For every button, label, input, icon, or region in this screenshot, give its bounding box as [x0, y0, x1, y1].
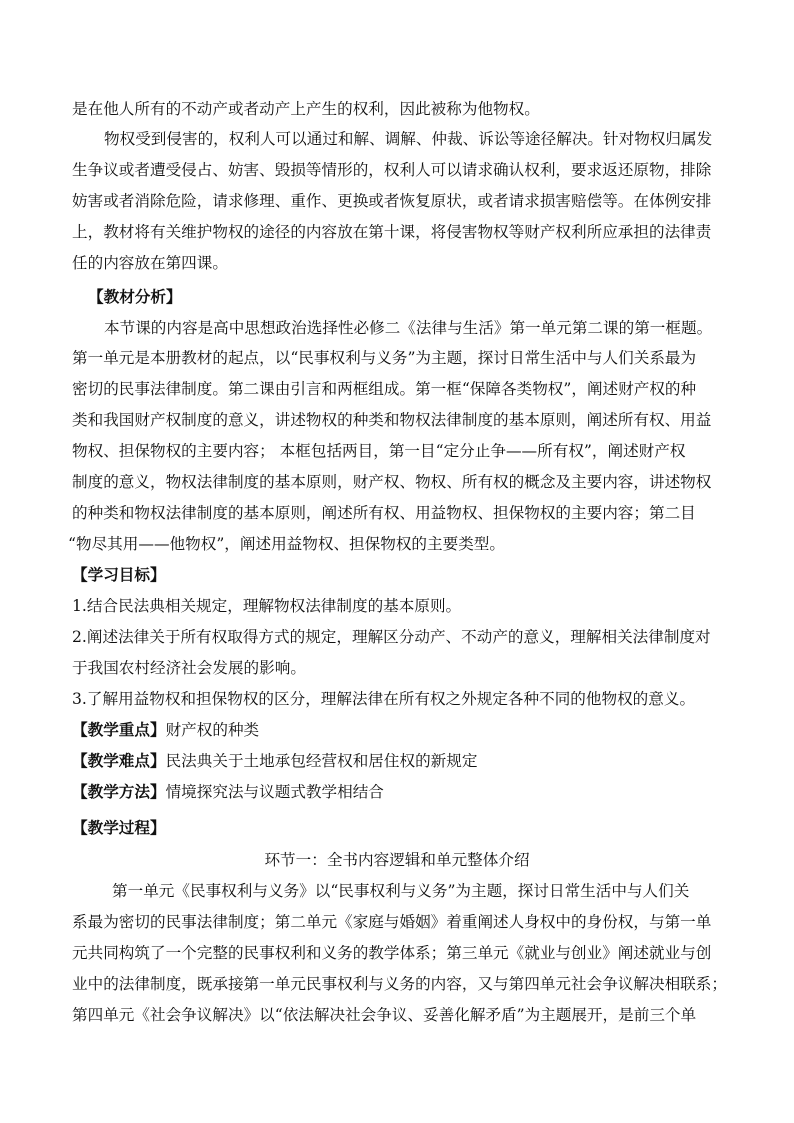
section-heading-process: 【教学过程】 [72, 818, 166, 837]
text-line: 物权、担保物权的主要内容； 本框包括两目，第一目“定分止争——所有权”，阐述财产权 [72, 442, 686, 460]
text-line: 第一单元是本册教材的起点，以“民事权利与义务”为主题，探讨日常生活中与人们关系最为 [72, 349, 697, 367]
section-subtitle: 环节一：全书内容逻辑和单元整体介绍 [264, 851, 530, 869]
text-line: 物权受到侵害的，权利人可以通过和解、调解、仲裁、诉讼等途径解决。针对物权归属发 [104, 130, 713, 148]
text-line: 上，教材将有关维护物权的途径的内容放在第十课，将侵害物权等财产权利所应承担的法律责 [72, 223, 712, 241]
text-line: 是在他人所有的不动产或者动产上产生的权利，因此被称为他物权。 [72, 100, 540, 118]
method-text: 情境探究法与议题式教学相结合 [165, 783, 384, 801]
key-point-text: 财产权的种类 [165, 721, 260, 739]
text-line: “物尽其用——他物权”，阐述用益物权、担保物权的主要类型。 [68, 535, 505, 553]
text-line: 类和我国财产权制度的意义，讲述物权的种类和物权法律制度的基本原则，阐述所有权、用益 [72, 411, 712, 429]
text-line: 第四单元《社会争议解决》以“依法解决社会争议、妥善化解矛盾”为主题展开，是前三个单 [72, 1006, 697, 1024]
key-point-line [72, 720, 732, 740]
text-line: 密切的民事法律制度。第二课由引言和两框组成。第一框“保障各类物权”，阐述财产权的种 [72, 380, 697, 398]
difficulty-label: 【教学难点】 [72, 751, 166, 770]
text-line: 制度的意义，物权法律制度的基本原则，财产权、物权、所有权的概念及主要内容，讲述物权 [72, 473, 712, 491]
key-point-label: 【教学重点】 [72, 720, 166, 739]
difficulty-line [72, 751, 732, 771]
section-heading-analysis: 【教材分析】 [88, 287, 182, 306]
objective-item: 2.阐述法律关于所有权取得方式的规定，理解区分动产、不动产的意义，理解相关法律制度对 [72, 628, 711, 646]
objective-item: 1.结合民法典相关规定，理解物权法律制度的基本原则。 [72, 597, 462, 615]
text-line: 系最为密切的民事法律制度；第二单元《家庭与婚姻》着重阐述人身权中的身份权，与第一单 [72, 913, 712, 931]
text-line: 任的内容放在第四课。 [72, 254, 228, 272]
difficulty-text: 民法典关于土地承包经营权和居住权的新规定 [165, 752, 478, 770]
method-label: 【教学方法】 [72, 782, 166, 801]
text-line: 的种类和物权法律制度的基本原则，阐述所有权、用益物权、担保物权的主要内容；第二目 [72, 504, 696, 522]
objective-item: 3.了解用益物权和担保物权的区分，理解法律在所有权之外规定各种不同的他物权的意义。 [72, 690, 696, 708]
text-line: 第一单元《民事权利与义务》以“民事权利与义务”为主题，探讨日常生活中与人们关 [112, 882, 690, 900]
section-heading-objectives: 【学习目标】 [72, 565, 166, 584]
text-line: 业中的法律制度，既承接第一单元民事权利与义务的内容，又与第四单元社会争议解决相联系； [72, 975, 727, 993]
method-line [72, 782, 732, 802]
text-line: 生争议或者遭受侵占、妨害、毁损等情形的，权利人可以请求确认权利，要求返还原物，排除 [72, 161, 712, 179]
text-line: 元共同构筑了一个完整的民事权利和义务的教学体系；第三单元《就业与创业》阐述就业与创 [72, 944, 712, 962]
text-line: 妨害或者消除危险，请求修理、重作、更换或者恢复原状，或者请求损害赔偿等。在体例安排 [72, 192, 712, 210]
text-line: 本节课的内容是高中思想政治选择性必修二《法律与生活》第一单元第二课的第一框题。 [104, 319, 713, 337]
objective-item: 于我国农村经济社会发展的影响。 [72, 659, 306, 677]
